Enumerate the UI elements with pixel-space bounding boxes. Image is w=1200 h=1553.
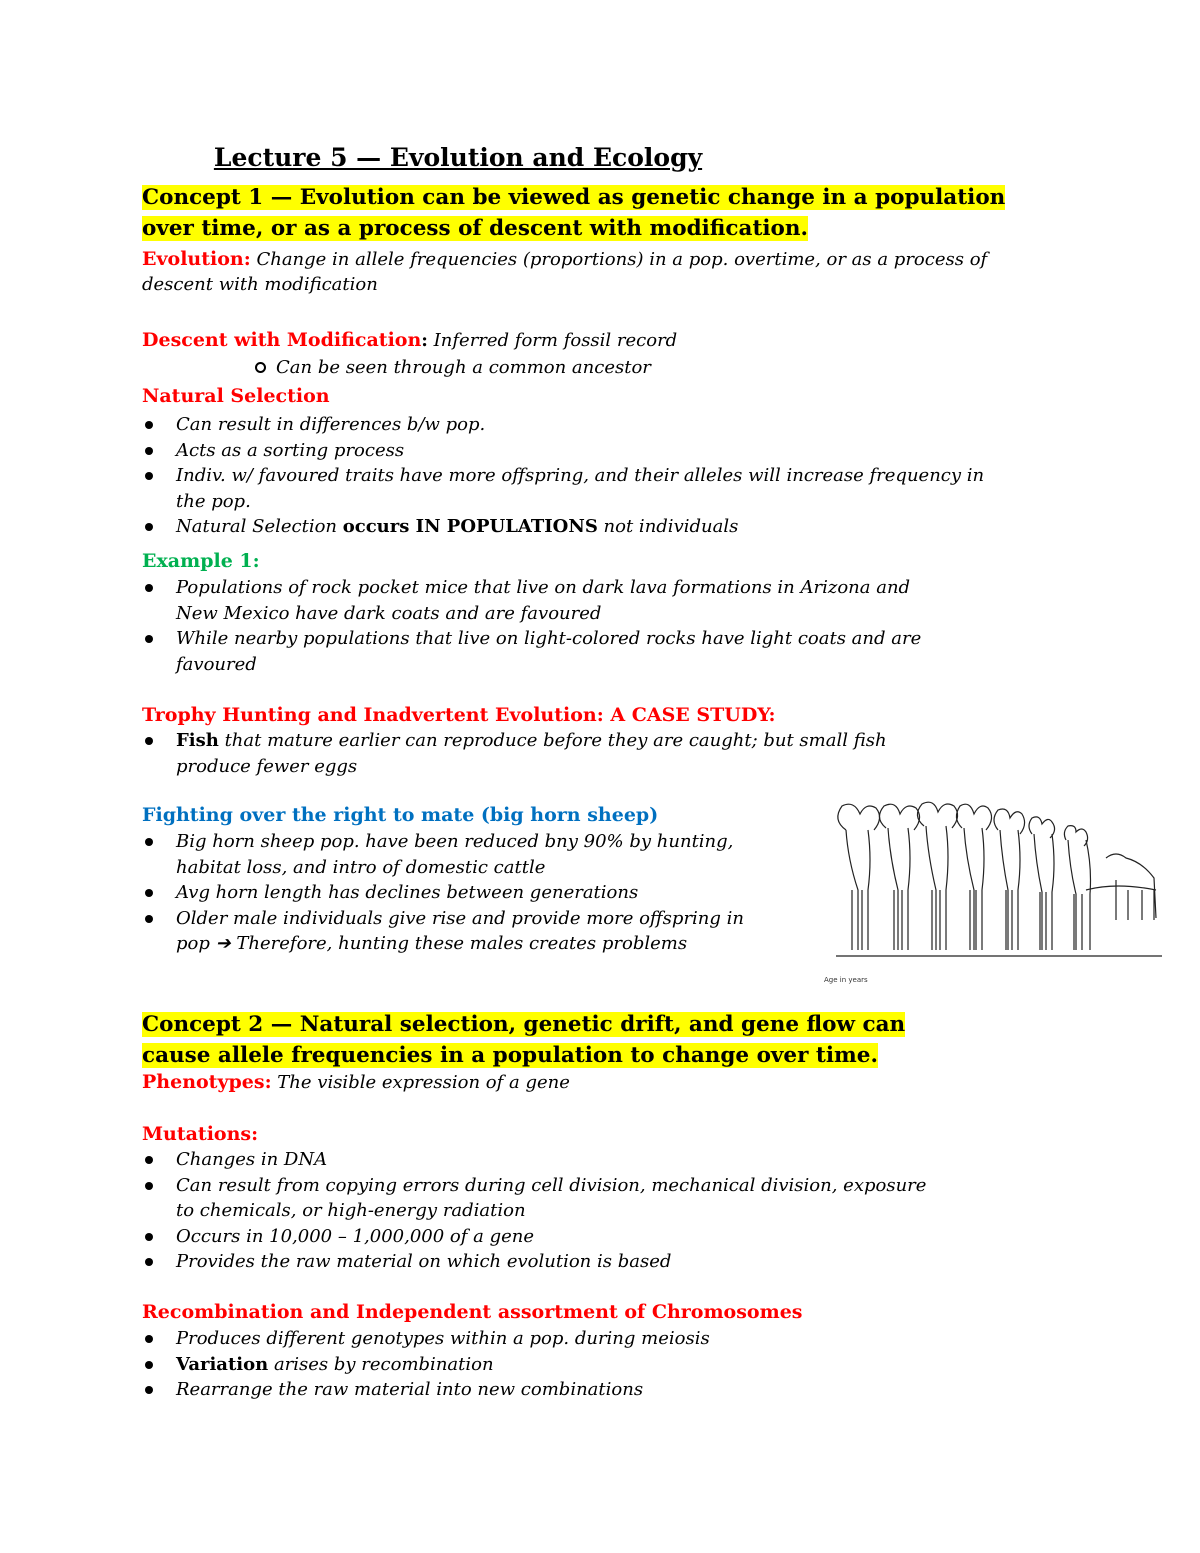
list-item [142, 1224, 1042, 1250]
example-1-heading: Example 1: [142, 550, 260, 572]
list-item-text: Occurs in 10,000 – 1,000,000 of a gene [176, 1225, 534, 1247]
list-item-text: habitat loss, and intro of domestic cattle [176, 856, 546, 878]
list-item-text: Acts as a sorting process [176, 439, 405, 461]
bullet-icon [145, 421, 153, 429]
list-item [142, 438, 1042, 464]
list-item-text: New Mexico have dark coats and are favoured [176, 602, 602, 624]
concept-1-heading [142, 182, 1005, 244]
hollow-bullet-icon [255, 362, 266, 373]
bullet-icon [145, 584, 153, 592]
list-item [142, 880, 822, 906]
bullet-icon [145, 915, 153, 923]
mutations-list [142, 1147, 1042, 1275]
list-item [142, 514, 1042, 540]
list-item-text: Natural Selection [176, 516, 343, 537]
evolution-text-1: Change in allele frequencies (proportions) in a pop. overtime, or as a process of [250, 249, 988, 270]
fighting-list [142, 829, 822, 957]
mutations-heading: Mutations: [142, 1123, 259, 1145]
bullet-icon [145, 635, 153, 643]
list-item [142, 626, 1042, 677]
concept-2-heading [142, 1009, 905, 1071]
list-item [142, 463, 1042, 514]
bullet-icon [145, 889, 153, 897]
list-item-text: not individuals [597, 516, 739, 537]
bullet-icon [145, 838, 153, 846]
list-item [142, 1173, 1042, 1224]
bullet-icon [145, 1258, 153, 1266]
list-item-text: Provides the raw material on which evolution is based [176, 1251, 672, 1272]
concept-1-line-1: Concept 1 — Evolution can be viewed as genetic change in a population [142, 185, 1006, 210]
phenotypes-label: Phenotypes: [142, 1071, 272, 1093]
list-item-text: Big horn sheep pop. have been reduced bny 90% by hunting, [176, 831, 734, 852]
bullet-icon [145, 1361, 153, 1369]
bullet-icon [145, 523, 153, 531]
evolution-definition [142, 246, 987, 273]
list-item-text: Produces different genotypes within a pop. during meiosis [176, 1328, 710, 1349]
concept-2-line-2: cause allele frequencies in a population to change over time. [142, 1043, 878, 1068]
natural-selection-heading: Natural Selection [142, 385, 330, 407]
list-item [142, 1326, 1042, 1352]
list-item-text: arises by recombination [268, 1353, 494, 1375]
bullet-icon [145, 447, 153, 455]
list-item-bold: Variation [176, 1353, 269, 1375]
bullet-icon [145, 1156, 153, 1164]
concept-2-line-1: Concept 2 — Natural selection, genetic drift, and gene flow can [142, 1012, 906, 1037]
list-item [142, 906, 822, 957]
figure-caption: Age in years [824, 976, 868, 984]
list-item-text: the pop. [176, 490, 251, 512]
figure-labels [824, 976, 868, 984]
evolution-label: Evolution: [142, 248, 251, 270]
phenotypes-text: The visible expression of a gene [271, 1072, 570, 1093]
descent-definition [142, 327, 677, 354]
page-title: Lecture 5 — Evolution and Ecology [213, 143, 703, 172]
descent-label: Descent with Modification [142, 329, 422, 351]
list-item-text: Indiv. w/ favoured traits have more offspring, and their alleles will increase frequency in [176, 465, 985, 486]
example-1-list [142, 575, 1042, 677]
concept-1-line-2: over time, or as a process of descent with modification. [142, 216, 809, 241]
list-item-text: that mature earlier can reproduce before they are caught; but small fish [218, 730, 887, 751]
descent-colon: : [421, 330, 428, 351]
list-item [142, 575, 1042, 626]
list-item-text: to chemicals, or high-energy radiation [176, 1200, 526, 1221]
trophy-heading: Trophy Hunting and Inadvertent Evolution: A CASE STUDY: [142, 704, 776, 726]
list-item-text: Can result from copying errors during cell division, mechanical division, exposure [176, 1174, 927, 1196]
list-item [142, 1377, 1042, 1403]
evolution-text-2: descent with modification [142, 274, 378, 295]
bullet-icon [145, 1335, 153, 1343]
bullet-icon [145, 1386, 153, 1394]
natural-selection-list [142, 412, 1042, 540]
bullet-icon [145, 472, 153, 480]
list-item-bold: Fish [176, 730, 219, 751]
list-item-text: Populations of rock pocket mice that live on dark lava formations in Arizona and [176, 577, 911, 598]
list-item [142, 1249, 1042, 1275]
descent-text: Inferred form fossil record [427, 330, 678, 351]
phenotypes-definition [142, 1069, 570, 1096]
bullet-icon [145, 1233, 153, 1241]
list-item-text: Avg horn length has declines between generations [176, 882, 639, 903]
list-item-text: Can result in differences b/w pop. [176, 414, 486, 435]
list-item [142, 829, 822, 880]
bighorn-sheep-figure [816, 770, 1168, 1006]
recombination-list [142, 1326, 1042, 1403]
list-item-text: produce fewer eggs [176, 755, 358, 777]
list-item-text: Older male individuals give rise and provide more offspring in [176, 907, 744, 929]
bullet-icon [145, 1182, 153, 1190]
fighting-heading: Fighting over the right to mate (big horn sheep) [142, 804, 659, 826]
list-item-text: Rearrange the raw material into new combinations [176, 1379, 644, 1400]
recombination-heading: Recombination and Independent assortment of Chromosomes [142, 1301, 803, 1323]
list-item [142, 1352, 1042, 1378]
list-item [142, 412, 1042, 438]
list-item [142, 1147, 1042, 1173]
list-item-text: Changes in DNA [176, 1149, 328, 1170]
bullet-icon [145, 737, 153, 745]
list-item-bold: occurs IN POPULATIONS [342, 516, 598, 537]
descent-sub-item: Can be seen through a common ancestor [276, 357, 651, 378]
list-item-text: favoured [176, 653, 257, 675]
list-item-text: pop ➔ Therefore, hunting these males creates problems [176, 933, 688, 954]
list-item-text: While nearby populations that live on light-colored rocks have light coats and are [176, 628, 922, 649]
